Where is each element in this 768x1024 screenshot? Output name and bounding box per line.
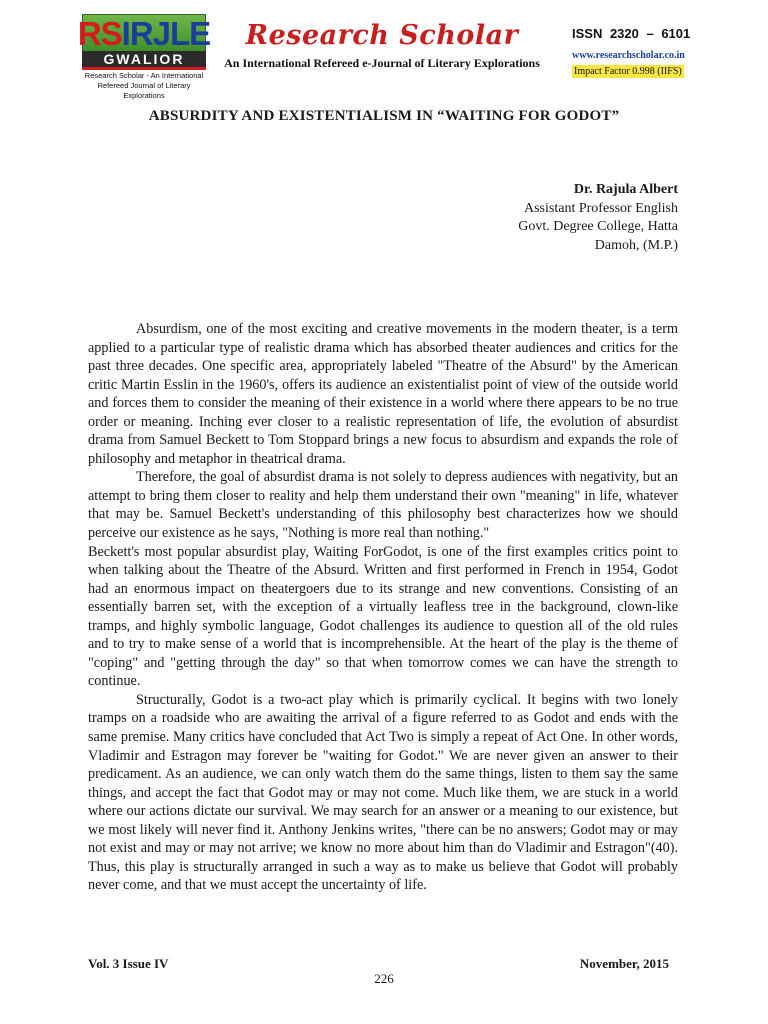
author-block	[518, 181, 678, 255]
author-designation: Assistant Professor English	[524, 200, 678, 216]
logo-acronym-part1: RS	[77, 14, 122, 52]
body-paragraph-1: Absurdism, one of the most exciting and creative movements in the modern theater, is a term applied to a particular type of realistic drama which has absorbed theater audiences and critics for the past three decades. One specific area, appropriately labeled "Theatre of the Absurd" by the American critic Martin Esslin in the 1960's, offers its audience an existentialist point of view of the outside world and forces them to consider the meaning of their existence in a world where there appears to be no true order or meaning. Inching ever closer to a realistic representation of life, the evolution of absurdist drama from Samuel Beckett to Tom Stoppard brings a new focus to absurdism and expands the role of philosophy and metaphor in theatrical drama.	[88, 321, 678, 467]
footer-volume: Vol. 3 Issue IV	[88, 956, 169, 971]
body-paragraph-2: Therefore, the goal of absurdist drama is not solely to depress audiences with negativity, but an attempt to bring them closer to reality and help them understand their own "meaning" in life, whatever that may be. Samuel Beckett's understanding of this philosophy best characterizes how we should perceive our existence as he says, "Nothing is more real than nothing."	[88, 469, 678, 542]
logo-acronym-part2: IRJLE	[121, 14, 211, 52]
article-title: ABSURDITY AND EXISTENTIALISM IN “WAITING FOR GODOT”	[148, 108, 620, 124]
author-institution: Govt. Degree College, Hatta	[518, 219, 678, 234]
footer-date: November, 2015	[579, 956, 669, 971]
logo-caption-line2: Refereed Journal of Literary Explorations	[97, 81, 191, 100]
body-paragraph-4: Structurally, Godot is a two-act play which is primarily cyclical. It begins with two lonely tramps on a roadside who are awaiting the arrival of a figure referred to as Godot and ends with the same premise. Many critics have concluded that Act Two is simply a repeat of Act One. In other words, Vladimir and Estragon may forever be "waiting for Godot." We are never given an answer to their predicament. As an audience, we can only watch them do the same things, listen to them say the same things, and accept the fact that Godot may or may not come. Much like them, we are stuck in a world where our actions dictate our survival. We may search for an answer or a meaning to our existence, but we most likely will never find it. Anthony Jenkins writes, "there can be no answers; Godot may or may not exist and may or may not arrive; we know no more about him than do Vladimir and Estragon"(40). Thus, this play is structurally arranged in such a way as to make us believe that Godot will probably never come, and that we must accept the uncertainty of life.	[88, 691, 678, 894]
journal-logo	[77, 14, 211, 100]
page-number: 226	[374, 971, 394, 986]
journal-tagline: An International Refereed e-Journal of Literary Explorations	[224, 56, 540, 70]
logo-caption	[82, 71, 206, 101]
impact-factor-badge: Impact Factor 0.998 (IIFS)	[574, 66, 682, 77]
logo-city: GWALIOR	[82, 51, 206, 70]
article-body	[88, 320, 678, 895]
author-name: Dr. Rajula Albert	[573, 182, 678, 197]
journal-masthead: Research Scholar	[245, 20, 519, 51]
website-link[interactable]: www.researchscholar.co.in	[572, 50, 685, 61]
issn-label: ISSN 2320 – 6101	[572, 26, 691, 41]
author-location: Damoh, (M.P.)	[594, 237, 678, 253]
logo-caption-line1: Research Scholar - An International	[84, 71, 204, 80]
body-paragraph-3: Beckett's most popular absurdist play, Waiting ForGodot, is one of the first examples critics point to when talking about the Theatre of the Absurd. Written and first performed in French in 1954, Godot had an enormous impact on theatergoers due to its strange and new conventions. Consisting of an essentially barren set, with the exception of a virtually leafless tree in the background, clown-like tramps, and highly symbolic language, Godot challenges its audience to question all of the old rules and to try to make sense of a world that is incomprehensible. At the heart of the play is the theme of "coping" and "getting through the day" so that when tomorrow comes we can have the strength to continue.	[88, 543, 678, 690]
logo-acronym	[77, 14, 211, 52]
